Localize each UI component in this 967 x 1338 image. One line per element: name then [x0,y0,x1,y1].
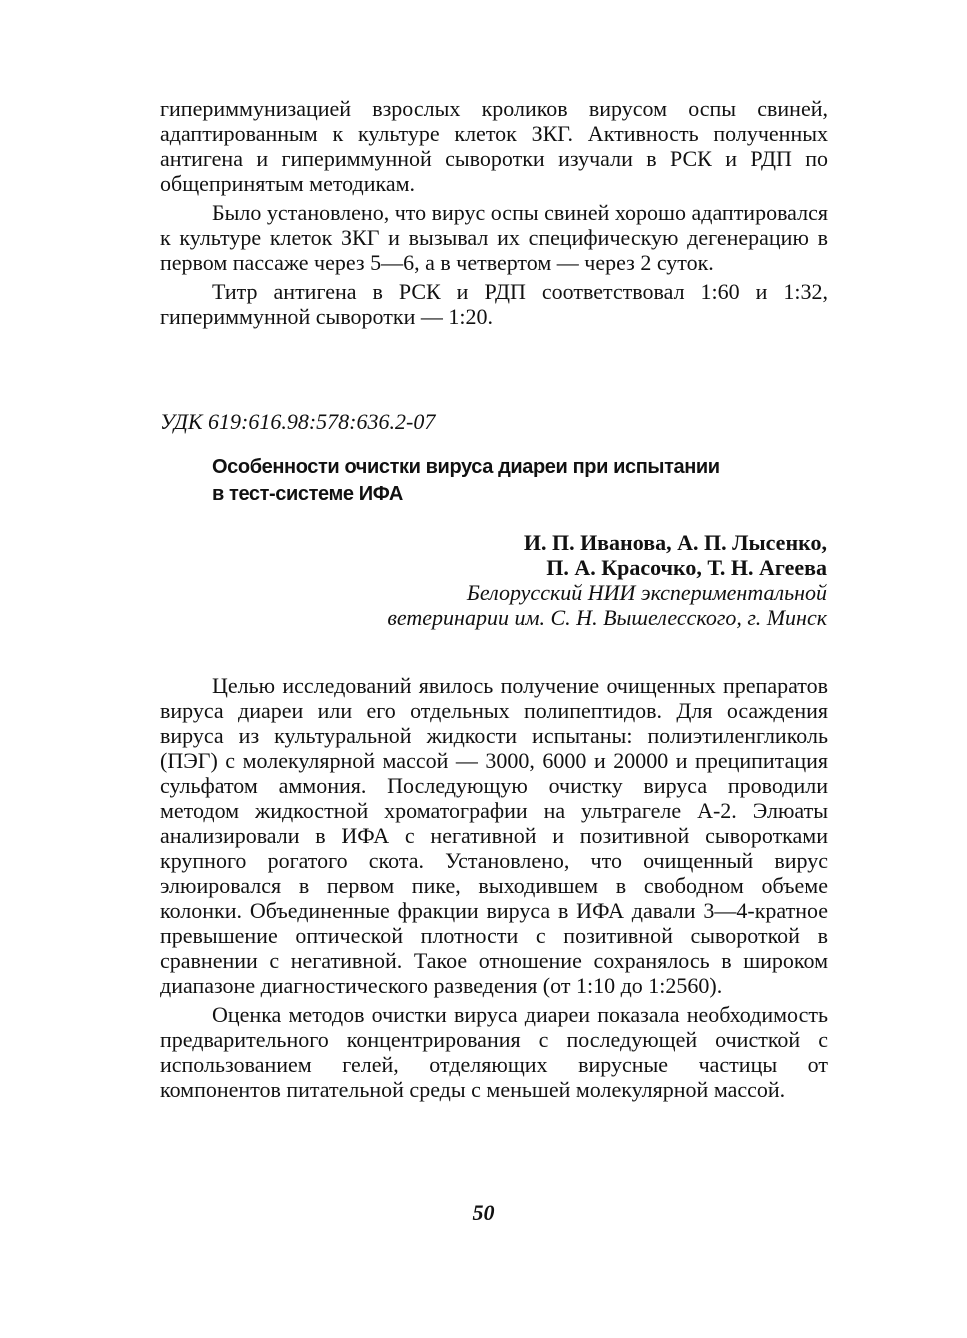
article-title [212,454,812,508]
authors-line-2: П. А. Красочко, Т. Н. Агеева [546,555,827,580]
udk-code: УДК 619:616.98:578:636.2-07 [160,409,436,434]
affiliation-line-2: ветеринарии им. С. Н. Вышелесского, г. Минск [387,605,827,630]
article-paragraph-2: Оценка методов очистки вируса диареи показала необходимость предварительного концентрирования с последующей очисткой с использованием гелей, отделяющих вирусные частицы от компонентов питательной среды с меньшей молекулярной массой. [160,1002,828,1102]
affiliation-line-1: Белорусский НИИ экспериментальной [466,580,827,605]
article-title-line-1: Особенности очистки вируса диареи при испытании [212,456,720,478]
article-body [160,673,828,1102]
continued-text-section [160,96,828,329]
page-number: 50 [472,1200,495,1225]
continued-paragraph-1: гипериммунизацией взрослых кроликов вирусом оспы свиней, адаптированным к культуре клеток ЗКГ. Активность полученных антигена и гипериммунной сыворотки изучали в РСК и РДП по общепринятым методикам. [160,96,828,196]
authors-line-1: И. П. Иванова, А. П. Лысенко, [523,530,827,555]
article-paragraph-1: Целью исследований явилось получение очищенных препаратов вируса диареи или его отдельных полипептидов. Для осаждения вируса из культуральной жидкости испытаны: полиэтиленгликоль (ПЭГ) с молекулярной массой — 3000, 6000 и 20000 и преципитация сульфатом аммония. Последующую очистку вируса проводили методом жидкостной хроматографии на ультрагеле А-2. Элюаты анализировали в ИФА с негативной и позитивной сыворотками крупного рогатого скота. Установлено, что очищенный вирус элюировался в первом пике, выходившем в свободном объеме колонки. Объединенные фракции вируса в ИФА давали 3—4-кратное превышение оптической плотности с позитивной сывороткой в сравнении с негативной. Такое отношение сохранялось в широком диапазоне диагностического разведения (от 1:10 до 1:2560). [160,673,828,998]
continued-paragraph-3: Титр антигена в РСК и РДП соответствовал 1:60 и 1:32, гипериммунной сыворотки — 1:20. [160,279,828,329]
continued-paragraph-2: Было установлено, что вирус оспы свиней хорошо адаптировался к культуре клеток ЗКГ и вызывал их специфическую дегенерацию в первом пассаже через 5—6, а в четвертом — через 2 суток. [160,200,828,275]
article-title-line-2: в тест-системе ИФА [212,483,403,505]
authors-block [387,530,827,630]
